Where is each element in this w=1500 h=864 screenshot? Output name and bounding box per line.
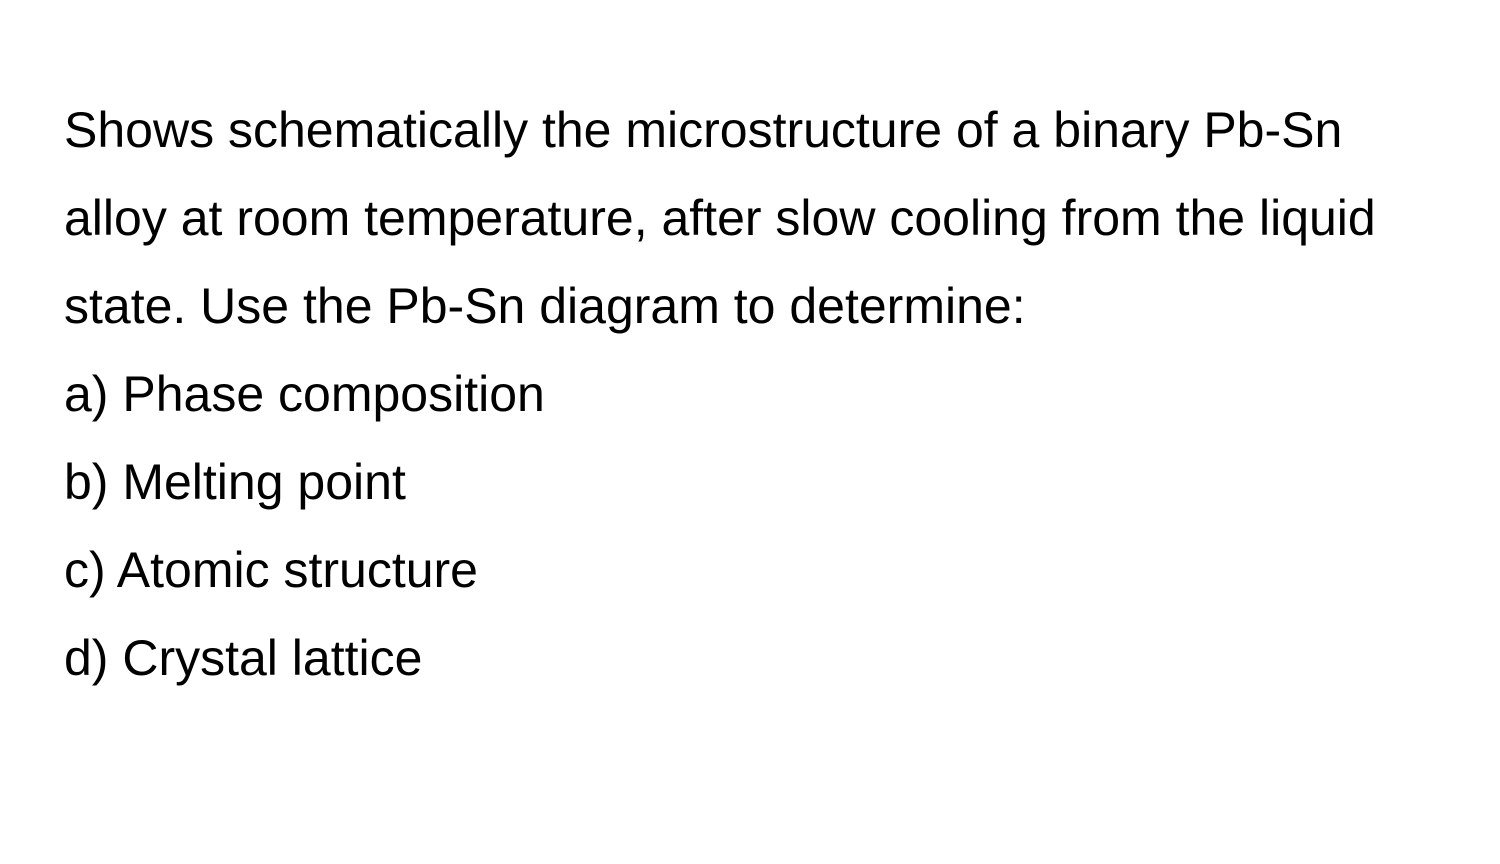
option-a: a) Phase composition bbox=[64, 366, 545, 422]
answer-options bbox=[64, 350, 1440, 702]
option-d: d) Crystal lattice bbox=[64, 630, 423, 686]
option-c: c) Atomic structure bbox=[64, 542, 478, 598]
question-text: Shows schematically the microstructure of a binary Pb-Sn alloy at room temperature, after slow cooling from the liquid state. Use the Pb-Sn diagram to determine: bbox=[64, 102, 1376, 334]
option-b: b) Melting point bbox=[64, 454, 406, 510]
